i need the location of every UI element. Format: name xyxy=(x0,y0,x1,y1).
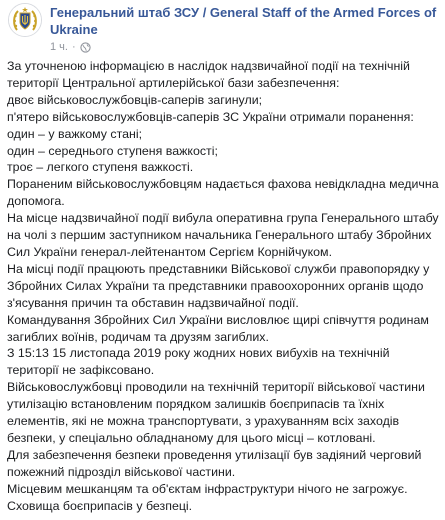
post-paragraph: З 15:13 15 листопада 2019 року жодних нових вибухів на технічній території не зафіксовано. xyxy=(7,346,390,378)
post-paragraph: Військовослужбовці проводили на технічній території військової частини утилізацію встановленим порядком залишків боєприпасів та їхніх елементів, які не можна транспортувати, з урахуванням всіх заходів безпеки, у спеціально обладнаному для цього місці – котловані. xyxy=(7,380,425,445)
post-paragraph: Командування Збройних Сил України висловлює щирі співчуття родинам загиблих воїнів, родичам та друзям загиблих. xyxy=(7,312,429,344)
coat-of-arms-emblem-icon xyxy=(9,4,41,36)
post-meta xyxy=(50,40,91,54)
post-timestamp[interactable]: 1 ч. xyxy=(50,41,68,53)
page-name-link[interactable]: Генеральний штаб ЗСУ / General Staff of the Armed Forces of Ukraine xyxy=(50,5,437,37)
post-paragraph: троє – легкого ступеня важкості. xyxy=(7,160,194,175)
post-paragraph: Для забезпечення безпеки проведення утилізації був задіяний черговий пожежний підрозділ військової частини. xyxy=(7,447,422,479)
post-paragraph: п'ятеро військовослужбовців-саперів ЗС України отримали поранення: xyxy=(7,109,414,124)
post-paragraph: Сховища боєприпасів у безпеці. xyxy=(7,498,193,513)
post-paragraph: Місцевим мешканцям та об'єктам інфраструктури нічого не загрожує. xyxy=(7,481,408,496)
post-paragraph: Пораненим військовослужбовцям надається фахова невідкладна медична допомога. xyxy=(7,177,439,209)
post-paragraph: двоє військовослужбовців-саперів загинули; xyxy=(7,92,263,107)
post-body xyxy=(7,58,439,514)
page-avatar[interactable] xyxy=(8,3,42,37)
post-header xyxy=(8,3,438,55)
globe-icon[interactable] xyxy=(80,42,91,53)
meta-separator: · xyxy=(71,41,76,53)
post-paragraph: На місце надзвичайної події вибула оперативна група Генерального штабу на чолі з першим заступником начальника Генерального штабу Збройних Сил України генерал-лейтенантом Сергієм Корнійчуком. xyxy=(7,211,439,259)
post-paragraph: На місці події працюють представники Військової служби правопорядку у Збройних Силах України та представники правоохоронних органів щодо з'ясування причин та обставин надзвичайної події. xyxy=(7,261,430,310)
post-paragraph: За уточненою інформацією в наслідок надзвичайної події на технічній території Центральної артилерійської бази забезпечення: xyxy=(7,59,410,90)
post-paragraph: один – середнього ступеня важкості; xyxy=(7,143,218,158)
post-paragraph: один – у важкому стані; xyxy=(7,126,143,141)
